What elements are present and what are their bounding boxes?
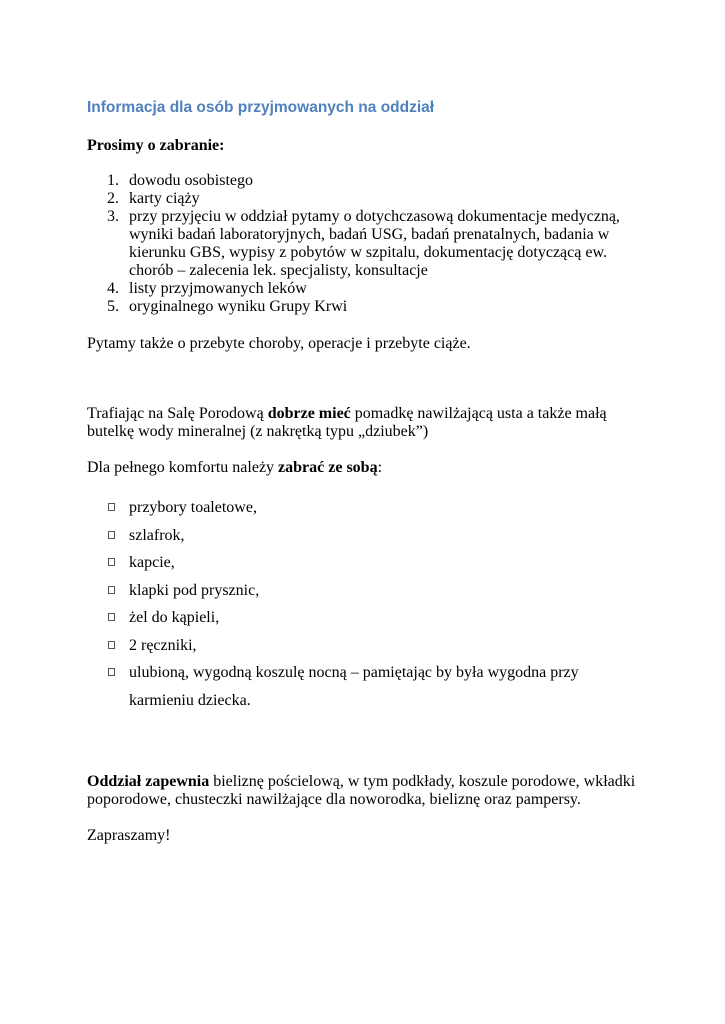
paragraph-text: bieliznę pościelową, w tym podkłady, koszule porodowe, wkładki poporodowe, chusteczki nawilżające dla noworodka, bieliznę oraz pampersy.	[87, 773, 636, 808]
list-number: 3.	[107, 208, 119, 225]
list-item-text: przy przyjęciu w oddział pytamy o dotychczasową dokumentacje medyczną, wyniki badań laboratoryjnych, badań USG, badań prenatalnych, badania w kierunku GBS, wypisy z pobytów w szpitalu, dokumentację dotyczącą ew. chorób – zalecenia lek. specjalisty, konsultacje	[129, 208, 620, 279]
paragraph-text: pomadkę nawilżającą usta a także małą butelkę wody mineralnej (z nakrętką typu „dziubek”)	[87, 405, 607, 440]
list-item	[87, 659, 647, 714]
items-to-bring-list	[87, 494, 647, 714]
list-item	[87, 172, 647, 190]
list-item	[87, 549, 647, 577]
delivery-room-paragraph	[87, 405, 647, 441]
emphasis-text: Oddział zapewnia	[87, 773, 210, 790]
bullet-icon	[108, 586, 115, 594]
paragraph-text: Dla pełnego komfortu należy	[87, 459, 279, 476]
list-item	[87, 522, 647, 550]
list-item	[87, 632, 647, 660]
bullet-icon	[108, 641, 115, 649]
list-item-text: oryginalnego wyniku Grupy Krwi	[129, 298, 348, 315]
medical-history-paragraph: Pytamy także o przebyte choroby, operacje i przebyte ciąże.	[87, 335, 471, 352]
list-number: 5.	[107, 298, 119, 315]
ward-provides-paragraph	[87, 773, 647, 809]
bullet-icon	[108, 531, 115, 539]
list-item-text: przybory toaletowe,	[129, 499, 257, 516]
list-number: 1.	[107, 172, 119, 189]
comfort-paragraph	[87, 459, 647, 477]
list-number: 4.	[107, 280, 119, 297]
list-item	[87, 604, 647, 632]
list-item	[87, 577, 647, 605]
list-item-text: dowodu osobistego	[129, 172, 253, 189]
bullet-icon	[108, 558, 115, 566]
list-item-text: klapki pod prysznic,	[129, 581, 260, 599]
list-item-text: 2 ręczniki,	[129, 636, 197, 654]
list-item	[87, 298, 647, 316]
paragraph-text: :	[377, 459, 383, 476]
list-number: 2.	[107, 190, 119, 207]
bullet-icon	[108, 503, 115, 511]
emphasis-text: dobrze mieć	[267, 405, 351, 422]
list-item	[87, 190, 647, 208]
list-item-text: ulubioną, wygodną koszulę nocną – pamiętając by była wygodna przy karmieniu dziecka.	[129, 664, 579, 709]
list-item	[87, 280, 647, 298]
list-item-text: żel do kąpieli,	[129, 609, 220, 626]
page-title: Informacja dla osób przyjmowanych na oddział	[87, 99, 435, 116]
list-item	[87, 494, 647, 522]
closing-text: Zapraszamy!	[87, 827, 171, 844]
list-item-text: kapcie,	[129, 554, 175, 571]
list-item	[87, 208, 647, 280]
list-item-text: szlafrok,	[129, 526, 185, 544]
please-bring-heading: Prosimy o zabranie:	[87, 137, 225, 154]
bullet-icon	[108, 668, 115, 676]
required-documents-list	[87, 172, 647, 316]
emphasis-text: zabrać ze sobą	[278, 459, 378, 476]
paragraph-text: Trafiając na Salę Porodową	[87, 405, 268, 422]
list-item-text: karty ciąży	[129, 190, 200, 207]
bullet-icon	[108, 613, 115, 621]
list-item-text: listy przyjmowanych leków	[129, 280, 307, 297]
